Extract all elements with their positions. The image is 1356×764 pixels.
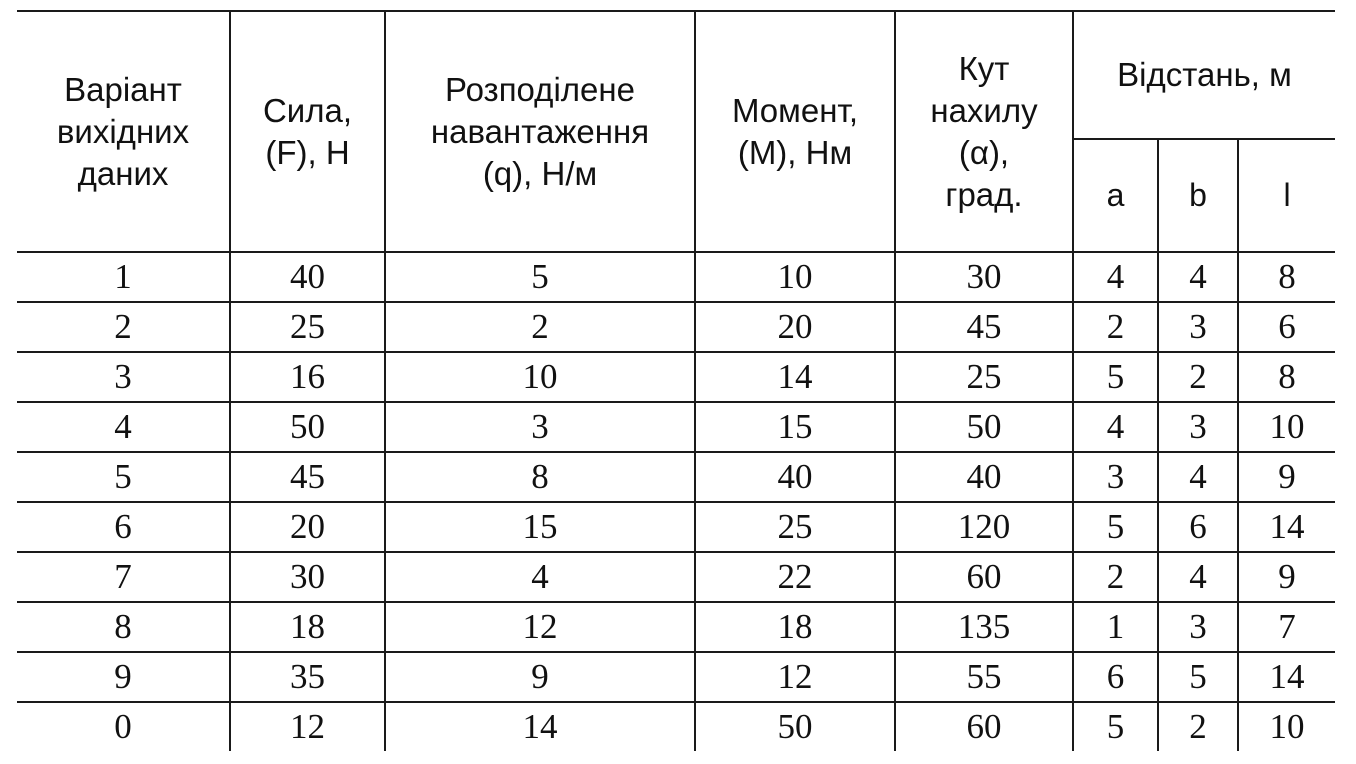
- cell-angle: 45: [895, 302, 1073, 352]
- table-row: [17, 602, 1335, 652]
- cell-force: 45: [230, 452, 385, 502]
- cell-moment: 22: [695, 552, 895, 602]
- header-moment: Момент, (М), Нм: [695, 11, 895, 252]
- cell-b: 5: [1158, 652, 1238, 702]
- cell-a: 4: [1073, 402, 1158, 452]
- cell-force: 50: [230, 402, 385, 452]
- cell-l: 7: [1238, 602, 1335, 652]
- cell-a: 2: [1073, 302, 1158, 352]
- cell-moment: 20: [695, 302, 895, 352]
- cell-angle: 30: [895, 252, 1073, 302]
- table-row: [17, 402, 1335, 452]
- cell-a: 6: [1073, 652, 1158, 702]
- cell-a: 5: [1073, 702, 1158, 751]
- cell-angle: 40: [895, 452, 1073, 502]
- cell-distributed-load: 12: [385, 602, 695, 652]
- cell-distributed-load: 14: [385, 702, 695, 751]
- header-distance-a: a: [1073, 139, 1158, 252]
- cell-a: 4: [1073, 252, 1158, 302]
- cell-angle: 25: [895, 352, 1073, 402]
- header-distance: Відстань, м: [1073, 11, 1335, 139]
- cell-a: 1: [1073, 602, 1158, 652]
- table-row: [17, 702, 1335, 751]
- table-row: [17, 252, 1335, 302]
- cell-force: 30: [230, 552, 385, 602]
- table-row: [17, 502, 1335, 552]
- cell-b: 4: [1158, 252, 1238, 302]
- cell-variant: 3: [17, 352, 230, 402]
- cell-b: 6: [1158, 502, 1238, 552]
- cell-variant: 5: [17, 452, 230, 502]
- cell-a: 5: [1073, 502, 1158, 552]
- cell-variant: 1: [17, 252, 230, 302]
- cell-force: 18: [230, 602, 385, 652]
- table-row: [17, 352, 1335, 402]
- cell-distributed-load: 8: [385, 452, 695, 502]
- header-distance-l: l: [1238, 139, 1335, 252]
- header-distance-b: b: [1158, 139, 1238, 252]
- cell-variant: 7: [17, 552, 230, 602]
- cell-moment: 18: [695, 602, 895, 652]
- cell-variant: 0: [17, 702, 230, 751]
- cell-a: 3: [1073, 452, 1158, 502]
- cell-force: 20: [230, 502, 385, 552]
- cell-variant: 6: [17, 502, 230, 552]
- cell-moment: 12: [695, 652, 895, 702]
- cell-distributed-load: 9: [385, 652, 695, 702]
- cell-moment: 14: [695, 352, 895, 402]
- cell-variant: 9: [17, 652, 230, 702]
- cell-distributed-load: 10: [385, 352, 695, 402]
- cell-moment: 10: [695, 252, 895, 302]
- cell-distributed-load: 2: [385, 302, 695, 352]
- cell-force: 35: [230, 652, 385, 702]
- cell-l: 10: [1238, 402, 1335, 452]
- table-row: [17, 452, 1335, 502]
- cell-a: 5: [1073, 352, 1158, 402]
- cell-variant: 4: [17, 402, 230, 452]
- cell-moment: 40: [695, 452, 895, 502]
- cell-l: 9: [1238, 552, 1335, 602]
- cell-b: 2: [1158, 702, 1238, 751]
- table-row: [17, 552, 1335, 602]
- header-variant: Варіант вихідних даних: [17, 11, 230, 252]
- header-force: Сила, (F), Н: [230, 11, 385, 252]
- cell-angle: 55: [895, 652, 1073, 702]
- cell-l: 10: [1238, 702, 1335, 751]
- cell-moment: 25: [695, 502, 895, 552]
- cell-force: 16: [230, 352, 385, 402]
- cell-angle: 50: [895, 402, 1073, 452]
- table-row: [17, 302, 1335, 352]
- cell-b: 3: [1158, 402, 1238, 452]
- cell-l: 14: [1238, 652, 1335, 702]
- header-distributed-load: Розподілене навантаження (q), Н/м: [385, 11, 695, 252]
- cell-l: 8: [1238, 352, 1335, 402]
- cell-b: 2: [1158, 352, 1238, 402]
- cell-variant: 2: [17, 302, 230, 352]
- cell-distributed-load: 3: [385, 402, 695, 452]
- cell-angle: 60: [895, 552, 1073, 602]
- data-table: [17, 10, 1335, 751]
- table-row: [17, 652, 1335, 702]
- cell-distributed-load: 4: [385, 552, 695, 602]
- cell-angle: 135: [895, 602, 1073, 652]
- cell-b: 3: [1158, 302, 1238, 352]
- cell-force: 25: [230, 302, 385, 352]
- cell-l: 8: [1238, 252, 1335, 302]
- cell-variant: 8: [17, 602, 230, 652]
- cell-force: 12: [230, 702, 385, 751]
- cell-b: 3: [1158, 602, 1238, 652]
- cell-distributed-load: 15: [385, 502, 695, 552]
- cell-force: 40: [230, 252, 385, 302]
- cell-b: 4: [1158, 552, 1238, 602]
- cell-l: 14: [1238, 502, 1335, 552]
- cell-angle: 120: [895, 502, 1073, 552]
- cell-l: 6: [1238, 302, 1335, 352]
- cell-a: 2: [1073, 552, 1158, 602]
- header-angle: Кут нахилу (α), град.: [895, 11, 1073, 252]
- cell-distributed-load: 5: [385, 252, 695, 302]
- cell-angle: 60: [895, 702, 1073, 751]
- cell-moment: 15: [695, 402, 895, 452]
- cell-l: 9: [1238, 452, 1335, 502]
- cell-moment: 50: [695, 702, 895, 751]
- cell-b: 4: [1158, 452, 1238, 502]
